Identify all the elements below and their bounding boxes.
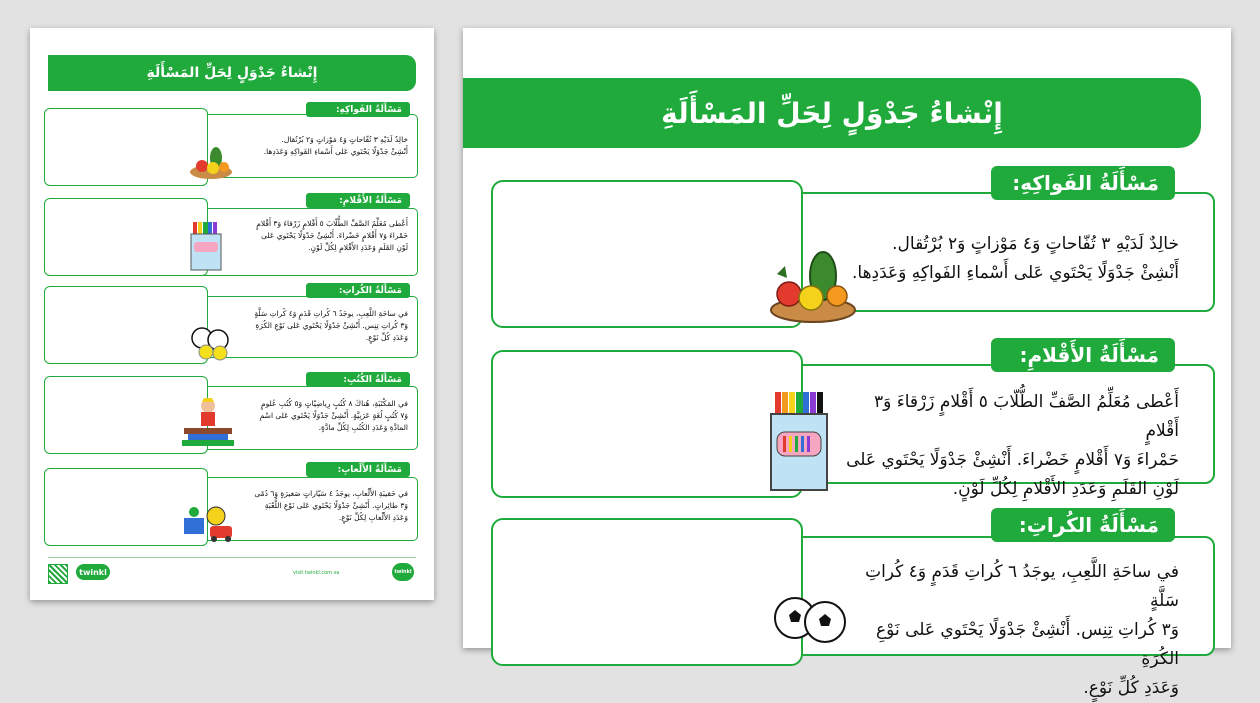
- balls-problem-text: [839, 558, 1179, 703]
- worksheet-detail: [463, 28, 1231, 698]
- books-icon: [180, 396, 236, 448]
- pencils-line-1: أَعْطى مُعَلِّمُ الصَّفِّ الطُّلّابَ ٥ أَقْلامٍ زَرْقاءَ وَ٣ أَقْلامٍ: [873, 392, 1179, 441]
- thumb-pencils-text: أَعْطى مُعَلِّمُ الصَّفِّ الطُّلّابَ ٥ أَقْلامٍ زَرْقاءَ وَ٣ أَقْلامٍ حَمْراءَ وَ٧ أَقْلامٍ خَضْراءَ. أَنْشِئْ جَدْوَلًا يَحْتَوي عَلى لَوْنِ القَلَمِ وَعَدَدِ الأَقْلامِ لِكُلِّ لَوْنٍ.: [256, 219, 408, 252]
- thumb-fruit-heading: مَسْأَلَةُ الفَواكِهِ:: [306, 102, 410, 117]
- thumb-fruit-text: خالِدٌ لَدَيْهِ ٣ تُفّاحاتٍ وَ٤ مَوْزاتٍ وَ٢ بُرْتُقال. أَنْشِئْ جَدْوَلًا يَحْتَوي عَلى أَسْماءِ الفَواكِهِ وَعَدَدِها.: [263, 135, 408, 156]
- fruit-answer-box[interactable]: [491, 180, 803, 328]
- thumbnail-footer: [48, 557, 416, 584]
- pencil-box-icon: [190, 220, 222, 272]
- fruit-line-1: خالِدٌ لَدَيْهِ ٣ تُفّاحاتٍ وَ٤ مَوْزاتٍ وَ٢ بُرْتُقال.: [892, 234, 1179, 254]
- footer-url: visit twinkl.com.sa: [293, 570, 340, 576]
- pencils-answer-box[interactable]: [491, 350, 803, 498]
- twinkl-logo: twinkl: [76, 564, 110, 580]
- thumb-balls-answer-box[interactable]: [44, 286, 208, 364]
- balls-line-1: في ساحَةِ اللَّعِبِ، يوجَدُ ٦ كُراتِ قَدَمٍ وَ٤ كُراتِ سَلَّةٍ: [865, 562, 1179, 611]
- thumb-books-text: في المَكْتَبَةِ، هُناكَ ٨ كُتُبٍ رِياضِيّاتٍ وَ٥ كُتُبِ عُلومٍ وَ٧ كُتُبٍ لُغَةٍ عَرَبِيَّةٍ. أَنْشِئْ جَدْوَلًا يَحْتَوي عَلى اسْمِ المادَّةِ وَعَدَدِ الكُتُبِ لِكُلِّ مادَّةٍ.: [259, 399, 408, 432]
- worksheet-thumbnail: [30, 28, 434, 600]
- pencils-line-3: لَوْنِ القَلَمِ وَعَدَدِ الأَقْلامِ لِكُلِّ لَوْنٍ.: [952, 479, 1179, 499]
- pencil-box-icon: [769, 390, 829, 492]
- pencils-problem-text: [839, 388, 1179, 504]
- fruit-basket-icon: [188, 142, 234, 182]
- thumb-toys-text: في حَقيبَةِ الأَلْعابِ، يوجَدُ ٤ سَيّاراتٍ صَغيرَةٍ وَ٦ دُمًى وَ٣ طائِراتٍ. أَنْشِئْ جَدْوَلًا يَحْتَوي عَلى نَوْعِ اللُّعْبَةِ وَعَدَدِ الأَلْعابِ لِكُلِّ نَوْعٍ.: [254, 489, 408, 522]
- fruit-line-2: أَنْشِئْ جَدْوَلًا يَحْتَوي عَلى أَسْماءِ الفَواكِهِ وَعَدَدِها.: [852, 263, 1179, 283]
- balls-line-3: وَعَدَدِ كُلِّ نَوْعٍ.: [1083, 678, 1179, 698]
- balls-heading: مَسْأَلَةُ الكُراتِ:: [991, 508, 1175, 542]
- pencils-heading: مَسْأَلَةُ الأَقْلامِ:: [991, 338, 1175, 372]
- thumb-pencils-heading: مَسْأَلَةُ الأَقْلامِ:: [306, 193, 410, 208]
- footer-badge-logo: twinkl: [392, 563, 414, 581]
- thumbnail-title: إِنْشاءُ جَدْوَلٍ لِحَلِّ المَسْأَلَةِ: [48, 55, 416, 91]
- thumb-toys-heading: مَسْأَلَةُ الأَلْعابِ:: [306, 462, 410, 477]
- thumb-balls-heading: مَسْأَلَةُ الكُراتِ:: [306, 283, 410, 298]
- fruit-heading: مَسْأَلَةُ الفَواكِهِ:: [991, 166, 1175, 200]
- pencils-line-2: حَمْراءَ وَ٧ أَقْلامٍ خَضْراءَ. أَنْشِئْ جَدْوَلًا يَحْتَوي عَلى: [846, 450, 1179, 470]
- balls-icon: [771, 592, 851, 648]
- fruit-problem-text: [849, 230, 1179, 288]
- thumb-books-heading: مَسْأَلَةُ الكُتُبِ:: [306, 372, 410, 387]
- thumb-balls-text: في ساحَةِ اللَّعِبِ، يوجَدُ ٦ كُراتِ قَدَمٍ وَ٤ كُراتِ سَلَّةٍ وَ٣ كُراتِ تِنِس. أَنْشِئْ جَدْوَلًا يَحْتَوي عَلى نَوْعِ الكُرَةِ وَعَدَدِ كُلِّ نَوْعٍ.: [254, 309, 408, 342]
- thumb-pencils-answer-box[interactable]: [44, 198, 208, 276]
- fruit-basket-icon: [767, 244, 859, 324]
- balls-icon: [190, 324, 232, 362]
- qr-code-icon: [48, 564, 68, 584]
- page-title: إِنْشاءُ جَدْوَلٍ لِحَلِّ المَسْأَلَةِ: [463, 78, 1201, 148]
- balls-line-2: وَ٣ كُراتِ تِنِس. أَنْشِئْ جَدْوَلًا يَحْتَوي عَلى نَوْعِ الكُرَةِ: [876, 620, 1179, 669]
- balls-answer-box[interactable]: [491, 518, 803, 666]
- thumb-fruit-answer-box[interactable]: [44, 108, 208, 186]
- toys-icon: [180, 504, 240, 544]
